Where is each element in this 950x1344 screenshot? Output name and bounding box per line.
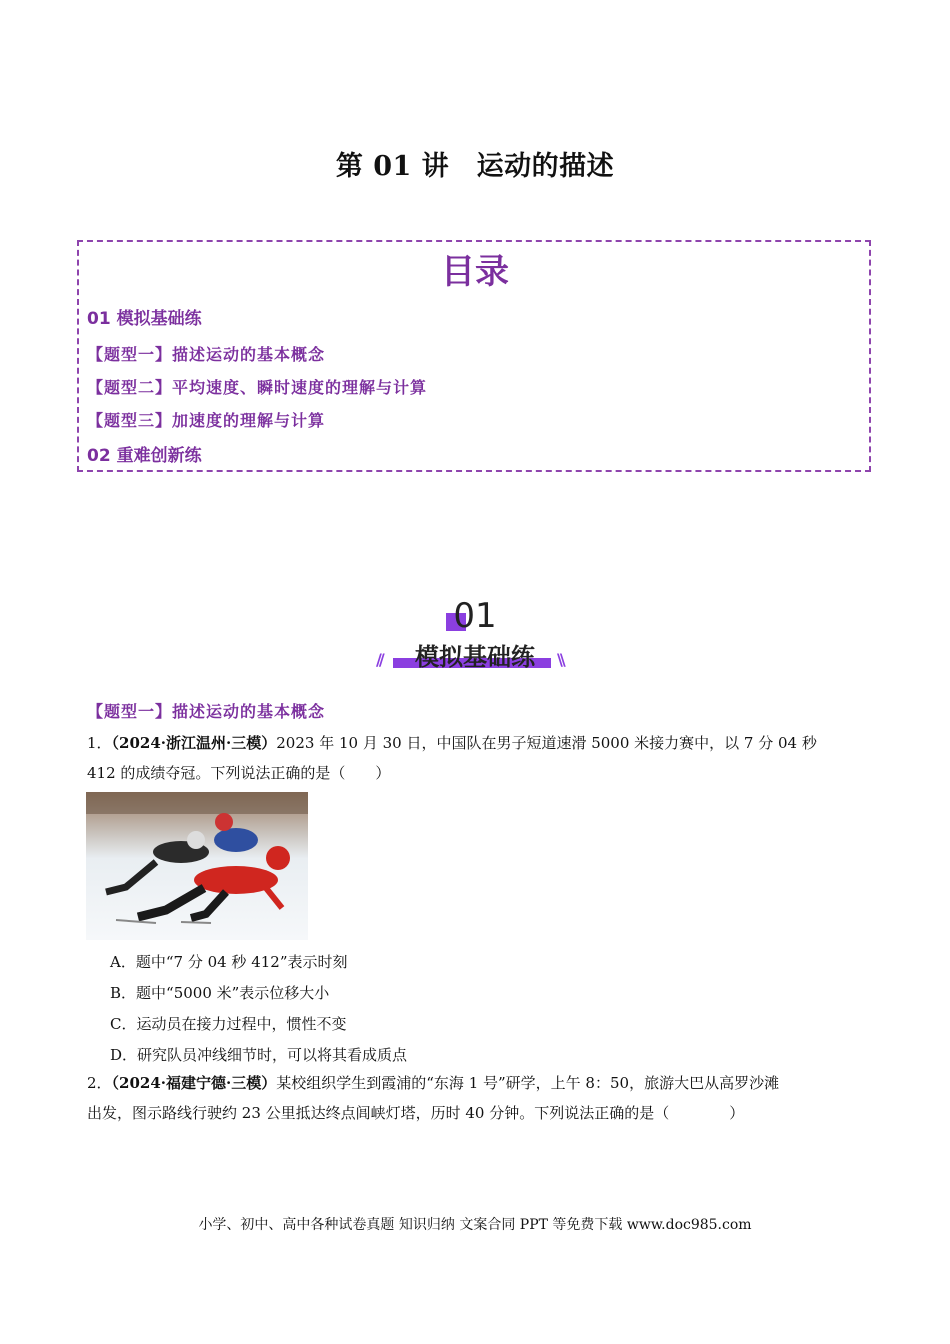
- question-source: （2024·浙江温州·三模）: [111, 734, 277, 752]
- question-1-option-b[interactable]: B．题中“5000 米”表示位移大小: [110, 984, 330, 1002]
- toc-heading: 目录: [441, 252, 509, 292]
- question-1-option-a[interactable]: A．题中“7 分 04 秒 412”表示时刻: [110, 953, 348, 971]
- type-heading: 【题型一】描述运动的基本概念: [87, 702, 326, 721]
- question-number: 1．: [87, 734, 112, 752]
- toc-section-2[interactable]: 02 重难创新练: [87, 446, 202, 466]
- section-number: 01: [453, 596, 497, 636]
- toc-section-1[interactable]: 01 模拟基础练: [87, 309, 202, 329]
- section-slash-left: //: [376, 650, 382, 669]
- page-footer: 小学、初中、高中各种试卷真题 知识归纳 文案合同 PPT 等免费下载 www.doc985.com: [198, 1217, 752, 1233]
- toc-item-type-3[interactable]: 【题型三】加速度的理解与计算: [87, 411, 326, 430]
- question-2-line-1: 2．（2024·福建宁德·三模）某校组织学生到霞浦的“东海 1 号”研学，上午 8：50，旅游大巴从高罗沙滩: [87, 1074, 780, 1092]
- question-1-line-1: 1．（2024·浙江温州·三模）2023 年 10 月 30 日，中国队在男子短道速滑 5000 米接力赛中，以 7 分 04 秒: [87, 734, 817, 752]
- question-number: 2．: [87, 1074, 112, 1092]
- question-2: [87, 1068, 867, 1128]
- section-slash-right: \\: [557, 650, 563, 669]
- question-1-line-2: 412 的成绩夺冠。下列说法正确的是（ ）: [87, 764, 391, 782]
- toc-item-type-1[interactable]: 【题型一】描述运动的基本概念: [87, 345, 326, 364]
- toc-item-type-2[interactable]: 【题型二】平均速度、瞬时速度的理解与计算: [87, 378, 428, 397]
- question-1-option-c[interactable]: C．运动员在接力过程中，惯性不变: [110, 1015, 347, 1033]
- question-2-line-2: 出发，图示路线行驶约 23 公里抵达终点闾峡灯塔，历时 40 分钟。下列说法正确的是（ ）: [87, 1104, 745, 1122]
- question-source: （2024·福建宁德·三模）: [111, 1074, 277, 1092]
- speed-skating-photo: [86, 792, 308, 940]
- question-1-option-d[interactable]: D．研究队员冲线细节时，可以将其看成质点: [110, 1046, 408, 1064]
- question-1: [87, 728, 867, 788]
- page-title: 第 01 讲 运动的描述: [335, 151, 615, 182]
- section-label: 模拟基础练: [415, 643, 535, 671]
